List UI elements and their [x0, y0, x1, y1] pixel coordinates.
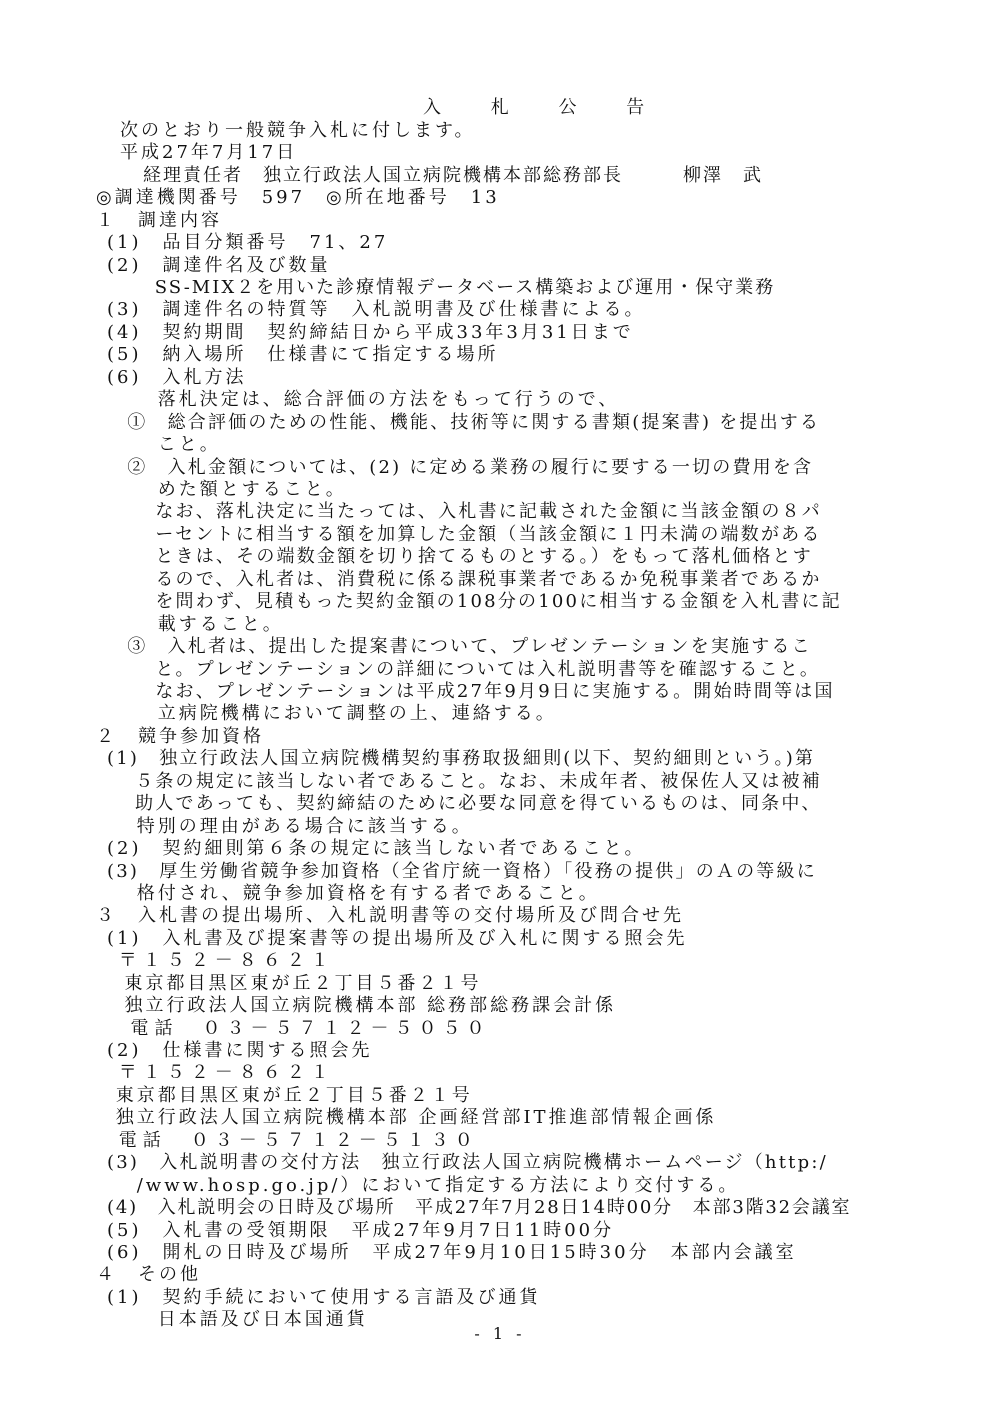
section-line: なお、落札決定に当たっては、入札書に記載された金額に当該金額の８パ — [107, 501, 822, 522]
section-line: 落札決定は、総合評価の方法をもって行うので、 — [107, 389, 620, 410]
section-line: (5) 入札書の受領期限 平成27年9月7日11時00分 — [107, 1220, 615, 1241]
section-line: と。プレゼンテーションの詳細については入札説明書等を確認すること。 — [107, 659, 821, 680]
section-line: ③ 入札者は、提出した提案書について、プレゼンテーションを実施するこ — [107, 636, 812, 657]
section-line: 特別の理由がある場合に該当する。 — [107, 816, 473, 837]
section-line: めた額とすること。 — [107, 479, 347, 500]
document-title: 入 札 公 告 — [423, 97, 667, 118]
section-line: /www.hosp.go.jp/）において指定する方法により交付する。 — [107, 1175, 740, 1196]
section-line: (2) 契約細則第６条の規定に該当しない者であること。 — [107, 838, 646, 859]
section-line: ① 総合評価のための性能、機能、技術等に関する書類(提案書) を提出する — [107, 412, 821, 433]
section-line: を問わず、見積もった契約金額の108分の100に相当する金額を入札書に記 — [107, 591, 842, 612]
section-line: (2) 仕様書に関する照会先 — [107, 1040, 373, 1061]
section-line: 格付され、競争参加資格を有する者であること。 — [107, 883, 600, 904]
section-line: (1) 品目分類番号 71、27 — [107, 232, 389, 253]
section-line: 独立行政法人国立病院機構本部 総務部総務課会計係 — [107, 995, 617, 1016]
section-line: (2) 調達件名及び数量 — [107, 255, 331, 276]
section-line: (5) 納入場所 仕様書にて指定する場所 — [107, 344, 499, 365]
section-line: なお、プレゼンテーションは平成27年9月9日に実施する。開始時間等は国 — [107, 681, 835, 702]
agency-codes: ◎調達機関番号 597 ◎所在地番号 13 — [96, 187, 500, 208]
section-line: ーセントに相当する額を加算した金額（当該金額に１円未満の端数がある — [107, 524, 822, 545]
section-heading: ４ その他 — [96, 1264, 201, 1285]
section-line: (6) 開札の日時及び場所 平成27年9月10日15時30分 本部内会議室 — [107, 1242, 797, 1263]
section-line: るので、入札者は、消費税に係る課税事業者であるか免税事業者であるか — [107, 569, 822, 590]
section-line: 載すること。 — [107, 614, 284, 635]
section-line: (1) 独立行政法人国立病院機構契約事務取扱細則(以下、契約細則という。)第 — [107, 748, 816, 769]
section-line: 電話 ０３－５７１２－５０５０ — [107, 1018, 491, 1039]
officer-line: 経理責任者 独立行政法人国立病院機構本部総務部長 柳澤 武 — [143, 165, 763, 186]
section-line: ② 入札金額については、(2) に定める業務の履行に要する一切の費用を含 — [107, 457, 814, 478]
section-line: (3) 調達件名の特質等 入札説明書及び仕様書による。 — [107, 299, 646, 320]
section-heading: ３ 入札書の提出場所、入札説明書等の交付場所及び問合せ先 — [96, 905, 684, 926]
section-line: 東京都目黒区東が丘２丁目５番２１号 — [107, 973, 482, 994]
section-line: ５条の規定に該当しない者であること。なお、未成年者、被保佐人又は被補 — [107, 771, 822, 792]
section-heading: １ 調達内容 — [96, 210, 222, 231]
notice-date: 平成27年7月17日 — [120, 142, 298, 163]
section-line: (6) 入札方法 — [107, 367, 247, 388]
intro-text: 次のとおり一般競争入札に付します。 — [120, 120, 476, 141]
section-line: (4) 入札説明会の日時及び場所 平成27年7月28日14時00分 本部3階32会議室 — [107, 1197, 852, 1218]
section-line: 〒１５２－８６２１ — [107, 950, 335, 971]
section-line: (1) 入札書及び提案書等の提出場所及び入札に関する照会先 — [107, 928, 688, 949]
section-line: 独立行政法人国立病院機構本部 企画経営部IT推進部情報企画係 — [107, 1107, 717, 1128]
section-line: (4) 契約期間 契約締結日から平成33年3月31日まで — [107, 322, 634, 343]
section-line: 助人であっても、契約締結のために必要な同意を得ているものは、同条中、 — [107, 793, 822, 814]
page-number: - 1 - — [474, 1324, 526, 1343]
section-line: 〒１５２－８６２１ — [107, 1062, 335, 1083]
section-line: 日本語及び日本国通貨 — [107, 1309, 368, 1330]
section-line: 東京都目黒区東が丘２丁目５番２１号 — [107, 1085, 473, 1106]
section-line: こと。 — [107, 434, 221, 455]
section-line: (1) 契約手続において使用する言語及び通貨 — [107, 1287, 541, 1308]
section-line: 立病院機構において調整の上、連絡する。 — [107, 703, 557, 724]
section-line: SS-MIX２を用いた診療情報データベース構築および運用・保守業務 — [107, 277, 776, 298]
section-line: 電話 ０３－５７１２－５１３０ — [107, 1130, 479, 1151]
section-line: (3) 厚生労働省競争参加資格（全省庁統一資格）「役務の提供」のＡの等級に — [107, 861, 817, 882]
section-heading: ２ 競争参加資格 — [96, 726, 264, 747]
section-line: (3) 入札説明書の交付方法 独立行政法人国立病院機構ホームページ（http:/ — [107, 1152, 828, 1173]
section-line: ときは、その端数金額を切り捨てるものとする。）をもって落札価格とす — [107, 546, 813, 567]
